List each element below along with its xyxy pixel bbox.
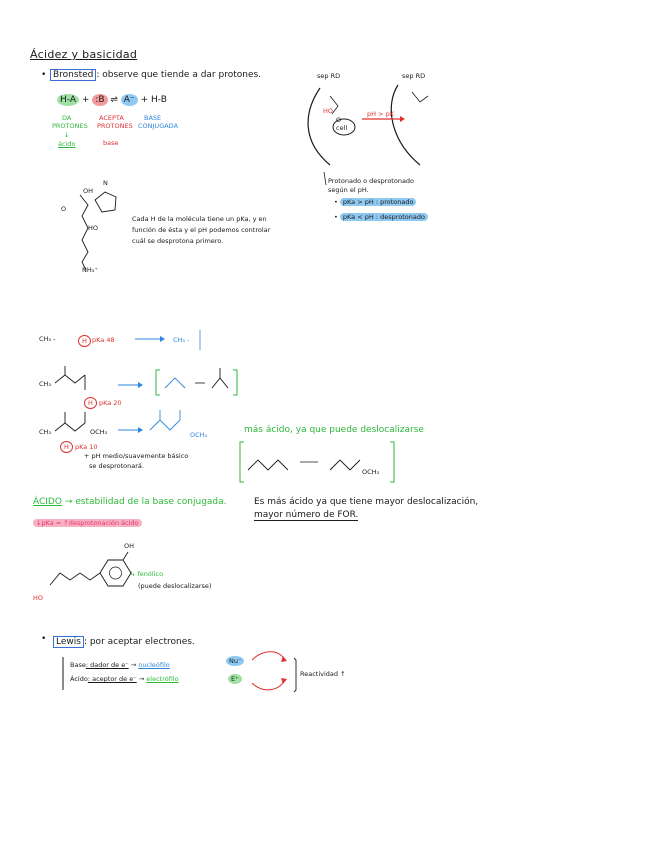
page-title: Ácidez y basicidad	[30, 48, 138, 61]
a-label-1: BASE	[144, 114, 162, 122]
row1-right: CH₃ -	[173, 336, 190, 344]
equilibrium-arrow: ⇌	[110, 95, 118, 105]
phenol-note-1: Es más ácido ya que tiene mayor deslocalización,	[254, 497, 479, 507]
ha-label-2: PROTONES	[52, 122, 88, 130]
base-species: :B	[92, 94, 107, 106]
conj-base-species: A⁻	[121, 94, 138, 106]
hist-nh3: NH₃⁺	[82, 266, 98, 274]
membrane-note-1: Protonado o desprotonado	[328, 177, 415, 185]
row3-och3: OCH₃	[90, 428, 108, 436]
phenol-note-2: mayor número de FOR.	[254, 510, 359, 520]
bullet-lewis: •	[41, 634, 47, 644]
plus-sign: +	[81, 95, 90, 105]
hb-product: + H-B	[140, 95, 167, 105]
lewis-line	[53, 637, 195, 647]
lewis-nu: Nu⁻	[226, 656, 244, 666]
a-label-2: CONJUGADA	[138, 122, 179, 130]
row3-right-och3: OCH₃	[190, 431, 208, 439]
res-och3: OCH₃	[362, 468, 380, 476]
membrane-ho: HO	[323, 107, 334, 115]
hist-oh: OH	[83, 187, 94, 195]
membrane-note-2: según el pH.	[328, 186, 369, 194]
ha-sub: ácido	[58, 140, 76, 148]
lewis-base-line: Base: dador de e⁻ → nucleófilo	[70, 661, 170, 669]
lewis-reactivity: Reactividad ↑	[300, 670, 346, 678]
membrane-note-3: • pKa > pH : protonado	[334, 198, 416, 206]
hist-n: N	[103, 179, 108, 187]
phenol-label-2: (puede deslocalizarse)	[138, 582, 212, 590]
b-label-1: ACEPTA	[99, 114, 124, 122]
hist-note-1: Cada H de la molécula tiene un pKa, y en	[132, 215, 267, 223]
hist-ho: HO	[88, 224, 99, 232]
row2-pka: H pKa 20	[84, 397, 122, 409]
membrane-left-label: sep RD	[317, 72, 341, 80]
lewis-term: Lewis	[53, 636, 84, 648]
lewis-e: E⁺	[228, 674, 242, 684]
membrane-note-4: • pKa < pH : desprotonado	[334, 213, 428, 221]
membrane-o: O	[336, 116, 342, 124]
acidity-rule: ÁCIDO → estabilidad de la base conjugada.	[33, 497, 227, 507]
lewis-desc: : por aceptar electrones.	[83, 637, 195, 647]
phenol-label-1: ↳ fenólico	[130, 570, 164, 578]
row1-pka: pKa 48	[92, 336, 115, 344]
bronsted-term: Bronsted	[50, 69, 96, 81]
ha-species: H-A	[57, 94, 79, 106]
pka-rule: ↓pKa = ↑desprotonación ácido	[33, 519, 142, 527]
ha-sub-arrow: ↓	[64, 131, 70, 139]
row3-pka: H pKa 10	[60, 441, 98, 453]
membrane-right-label: sep RD	[402, 72, 426, 80]
hist-o: O	[61, 205, 67, 213]
row1-left: CH₃ -	[39, 335, 56, 343]
b-label-3: base	[103, 139, 119, 147]
bronsted-desc: : observe que tiende a dar protones.	[96, 70, 262, 80]
row3-note-1: + pH medio/suavemente básico	[84, 452, 189, 460]
membrane-cell: cell	[336, 124, 348, 132]
hist-note-2: función de ésta y el pH podemos controlar	[132, 226, 271, 234]
more-acid-note: más ácido, ya que puede deslocalizarse	[244, 425, 424, 435]
b-label-2: PROTONES	[97, 122, 133, 130]
hist-note-3: cuál se desprotona primero.	[132, 237, 224, 245]
row3-note-2: se desprotonará.	[89, 462, 144, 470]
ha-label-1: DA	[62, 114, 72, 122]
row2-left: CH₃	[39, 380, 52, 388]
phenol-oh: OH	[124, 542, 135, 550]
row3-left: CH₃	[39, 428, 52, 436]
bullet: •	[41, 70, 47, 80]
membrane-ph: pH > pK	[367, 110, 394, 118]
phenol-ho: HO	[33, 594, 44, 602]
lewis-acid-line: Ácido: aceptor de e⁻ → electrófilo	[70, 675, 179, 683]
row1-h: H	[78, 335, 91, 347]
